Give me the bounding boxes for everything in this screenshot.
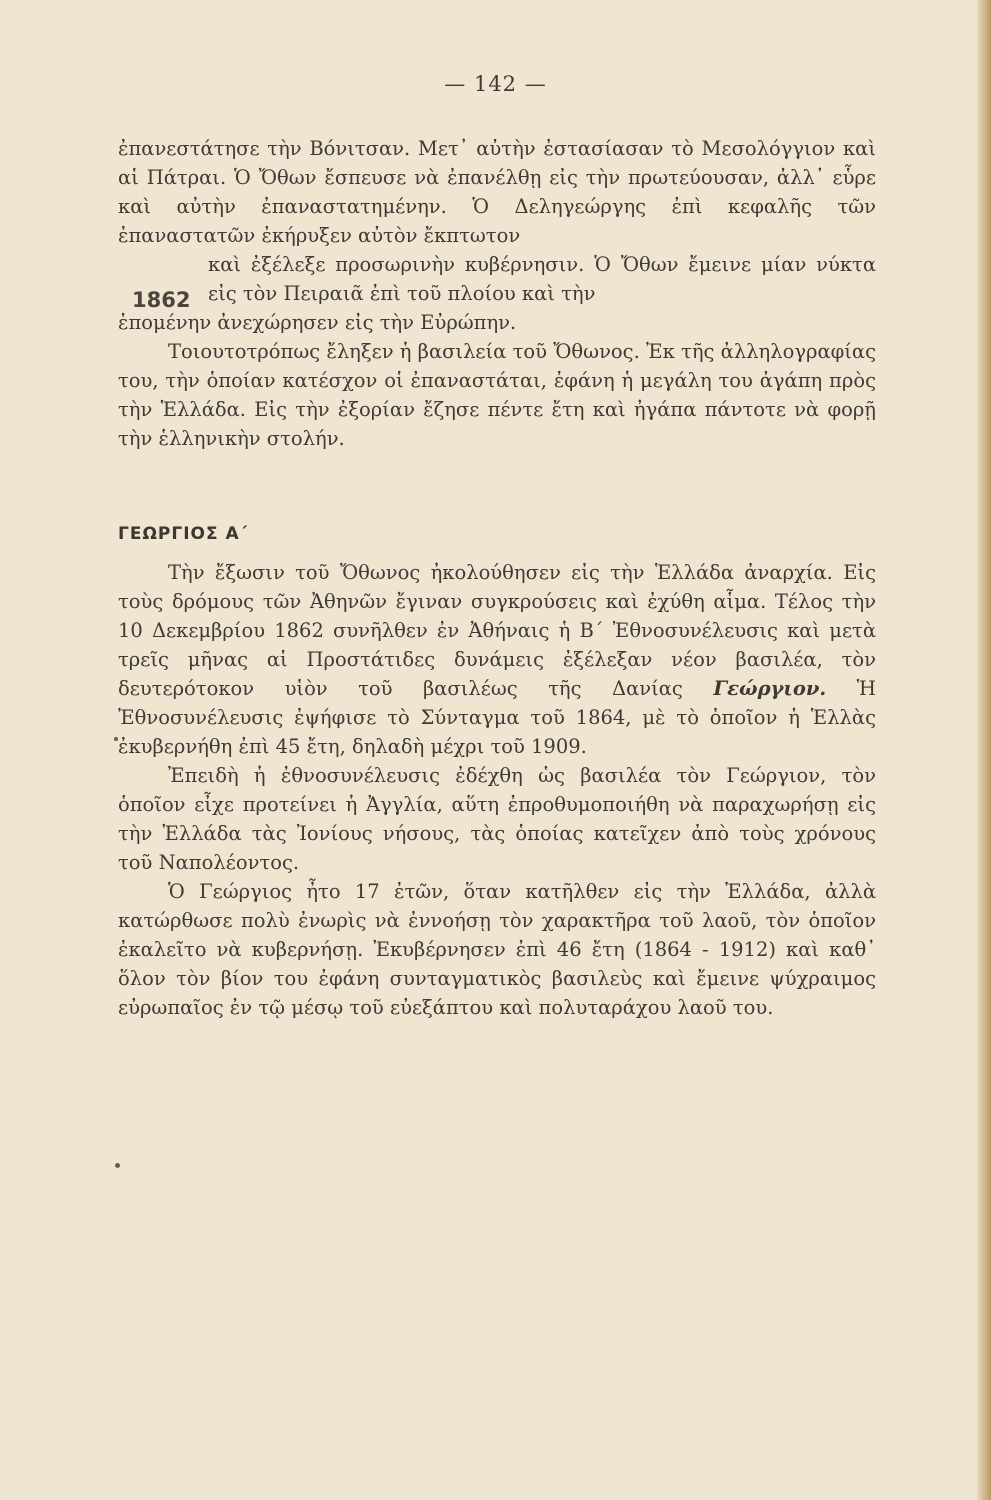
paragraph-text: Τὴν ἔξωσιν τοῦ Ὄθωνος ἠκολούθησεν εἰς τὴν Ἑλλάδα ἀναρχία. Εἰς τοὺς δρόμους τῶν Ἀθηνῶν ἔγιναν συγκρούσεις καὶ ἐχύθη αἷμα. Τέλος τὴν 10 Δεκεμβρίου 1862 συνῆλθεν ἐν Ἀθήναις ἡ Β΄ Ἐθνοσυνέλευσις καὶ μετὰ τρεῖς μῆνας αἱ Προστάτιδες δυνάμεις ἐξέλεξαν νέον βασιλέα, τὸν δευτερότοκον υἱὸν τοῦ βασιλέως τῆς Δανίας (118, 561, 876, 700)
paragraph-text: Ἡ Ἐθνοσυνέλευσις ἐψήφισε τὸ Σύνταγμα τοῦ 1864, μὲ τὸ ὁποῖον ἡ Ἑλλὰς ἐκυβερνήθη ἐπὶ 45 ἔτη, δηλαδὴ μέχρι τοῦ 1909. (118, 677, 877, 758)
ink-speck (115, 1163, 120, 1168)
text-block-section (118, 558, 876, 1022)
margin-year-note: 1862 (132, 288, 191, 312)
page-number: — 142 — (444, 72, 547, 96)
section-heading: ΓΕΩΡΓΙΟΣ Α΄ (118, 524, 249, 544)
paragraph: ἐπανεστάτησε τὴν Βόνιτσαν. Μετ᾽ αὐτὴν ἐστασίασαν τὸ Μεσολόγγιον καὶ αἱ Πάτραι. Ὁ Ὄθων ἔσπευσε νὰ ἐπανέλθῃ εἰς τὴν πρωτεύουσαν, ἀλλ᾽ εὗρε καὶ αὐτὴν ἐπαναστατημένην. Ὁ Δεληγεώργης ἐπὶ κεφαλῆς τῶν ἐπαναστατῶν ἐκήρυξεν αὐτὸν ἔκπτωτον (118, 137, 876, 247)
emphasized-name: Γεώργιον. (713, 677, 827, 700)
paragraph: ἑπομένην ἀνεχώρησεν εἰς τὴν Εὐρώπην. (118, 311, 517, 334)
page-edge (977, 0, 991, 1500)
paragraph (118, 558, 876, 761)
text-block-top (118, 134, 876, 453)
paragraph: καὶ ἐξέλεξε προσωρινὴν κυβέρνησιν. Ὁ Ὄθων ἔμεινε μίαν νύκτα εἰς τὸν Πειραιᾶ ἐπὶ τοῦ πλοίου καὶ τὴν (208, 253, 876, 305)
paragraph: Ὁ Γεώργιος ἦτο 17 ἐτῶν, ὅταν κατῆλθεν εἰς τὴν Ἑλλάδα, ἀλλὰ κατώρθωσε πολὺ ἐνωρὶς νὰ ἐννοήσῃ τὸν χαρακτῆρα τοῦ λαοῦ, τὸν ὁποῖον ἐκαλεῖτο νὰ κυβερνήσῃ. Ἐκυβέρνησεν ἐπὶ 46 ἔτη (1864 - 1912) καὶ καθ᾽ ὅλον τὸν βίον του ἐφάνη συνταγματικὸς βασιλεὺς καὶ ἔμεινε ψύχραιμος εὐρωπαῖος ἐν τῷ μέσῳ τοῦ εὐεξάπτου καὶ πολυταράχου λαοῦ του. (118, 880, 876, 1019)
paragraph: Ἐπειδὴ ἡ ἐθνοσυνέλευσις ἐδέχθη ὡς βασιλέα τὸν Γεώργιον, τὸν ὁποῖον εἶχε προτείνει ἡ Ἀγγλία, αὕτη ἐπροθυμοποιήθη νὰ παραχωρήσῃ εἰς τὴν Ἑλλάδα τὰς Ἰονίους νήσους, τὰς ὁποίας κατεῖχεν ἀπὸ τοὺς χρόνους τοῦ Ναπολέοντος. (118, 764, 876, 874)
ink-speck (114, 737, 118, 741)
paragraph: Τοιουτοτρόπως ἔληξεν ἡ βασιλεία τοῦ Ὄθωνος. Ἐκ τῆς ἀλληλογραφίας του, τὴν ὁποίαν κατέσχον οἱ ἐπαναστάται, ἐφάνη ἡ μεγάλη του ἀγάπη πρὸς τὴν Ἑλλάδα. Εἰς τὴν ἐξορίαν ἔζησε πέντε ἔτη καὶ ἠγάπα πάντοτε νὰ φορῇ τὴν ἑλληνικὴν στολήν. (118, 340, 876, 450)
